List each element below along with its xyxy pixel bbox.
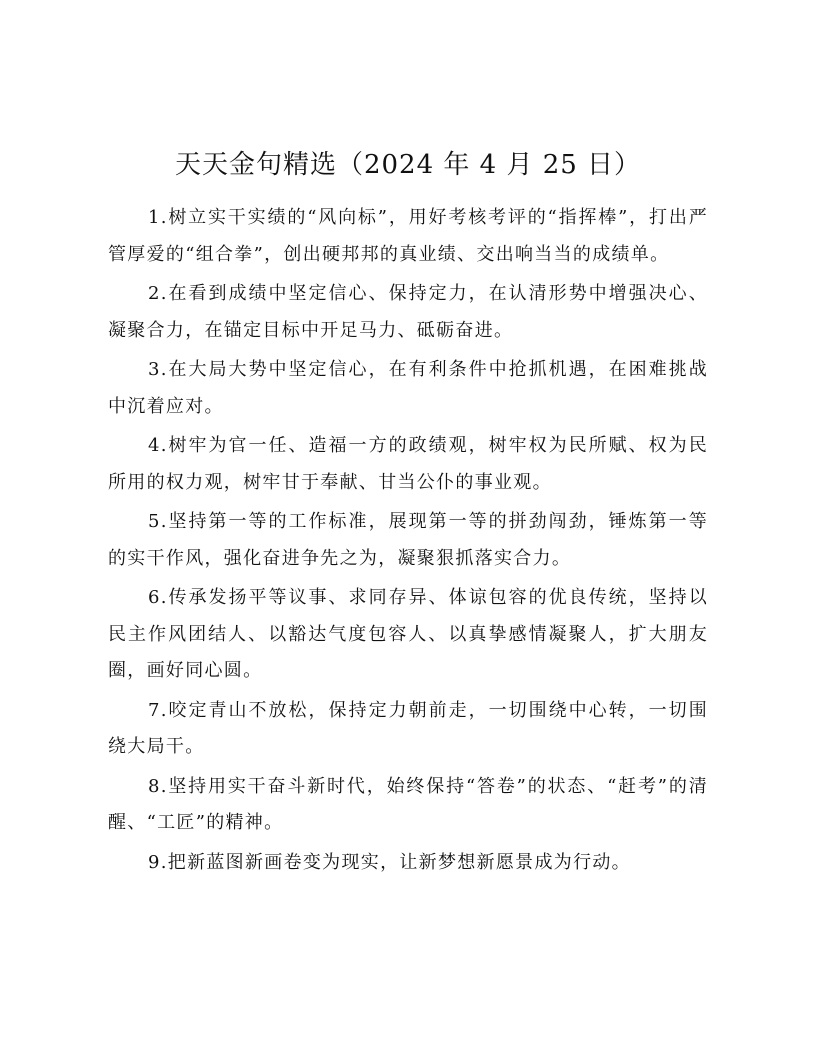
paragraph-6: 6.传承发扬平等议事、求同存异、体谅包容的优良传统，坚持以民主作风团结人、以豁达气度包容人、以真挚感情凝聚人，扩大朋友圈，画好同心圆。 xyxy=(108,587,708,681)
paragraph-2: 2.在看到成绩中坚定信心、保持定力，在认清形势中增强决心、凝聚合力，在锚定目标中开足马力、砥砺奋进。 xyxy=(108,283,708,341)
paragraph-8: 8.坚持用实干奋斗新时代，始终保持“答卷”的状态、“赶考”的清醒、“工匠”的精神。 xyxy=(108,775,708,833)
paragraph-4: 4.树牢为官一任、造福一方的政绩观，树牢权为民所赋、权为民所用的权力观，树牢甘于奉献、甘当公仆的事业观。 xyxy=(108,435,708,493)
paragraph-9: 9.把新蓝图新画卷变为现实，让新梦想新愿景成为行动。 xyxy=(148,851,631,873)
paragraph-7: 7.咬定青山不放松，保持定力朝前走，一切围绕中心转，一切围绕大局干。 xyxy=(108,699,708,757)
paragraph-1: 1.树立实干实绩的“风向标”，用好考核考评的“指挥棒”，打出严管厚爱的“组合拳”，创出硬邦邦的真业绩、交出响当当的成绩单。 xyxy=(108,207,708,265)
page-title: 天天金句精选（2024 年 4 月 25 日） xyxy=(174,150,642,180)
paragraph-3: 3.在大局大势中坚定信心，在有利条件中抢抓机遇，在困难挑战中沉着应对。 xyxy=(108,359,708,417)
paragraph-5: 5.坚持第一等的工作标准，展现第一等的拼劲闯劲，锤炼第一等的实干作风，强化奋进争先之为，凝聚狠抓落实合力。 xyxy=(108,511,708,569)
document-body xyxy=(108,200,708,884)
